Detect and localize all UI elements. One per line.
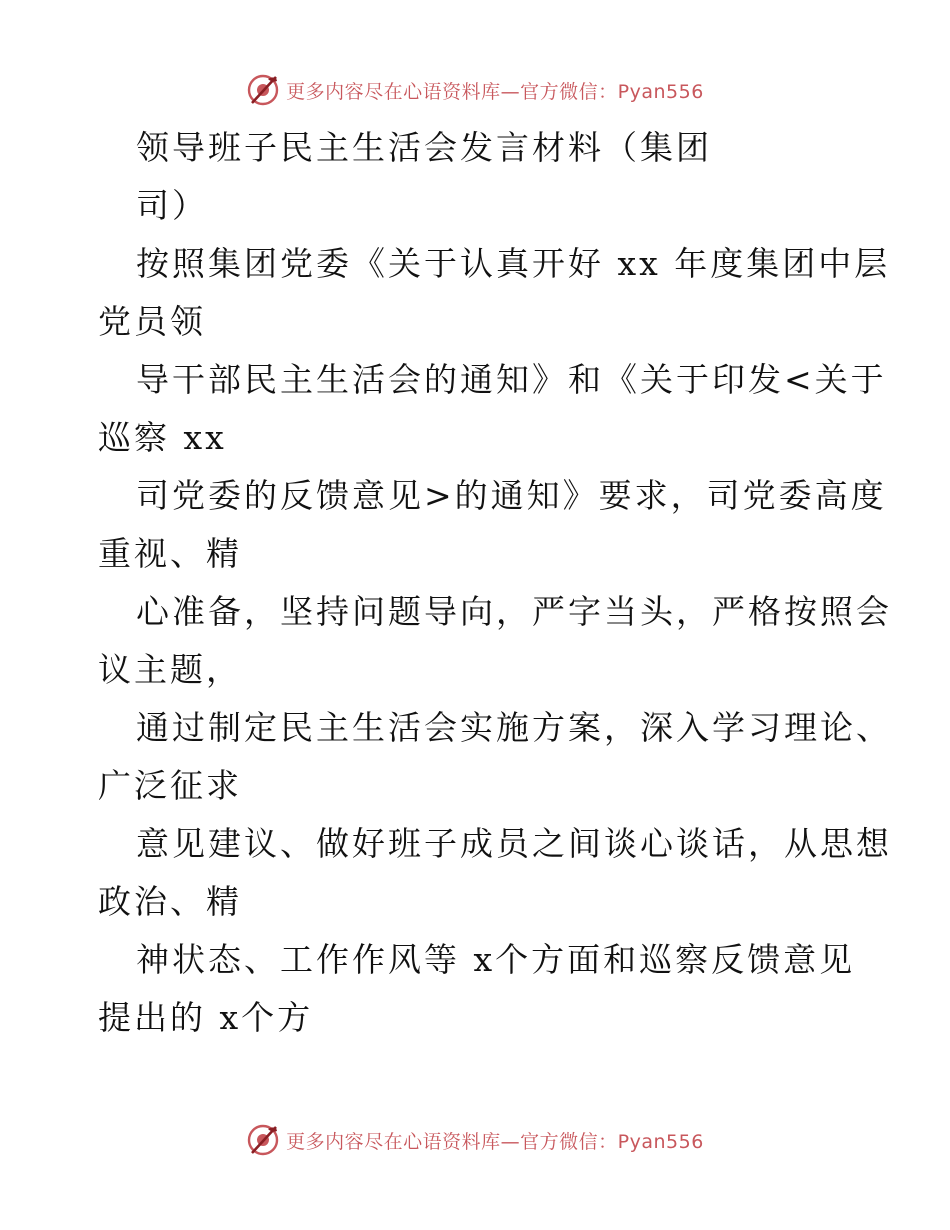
doc-line: 心准备，坚持问题导向，严字当头，严格按照会 — [136, 592, 892, 631]
doc-line: 重视、精 — [98, 534, 242, 573]
doc-line: 神状态、工作作风等 x个方面和巡察反馈意见 — [136, 940, 856, 979]
doc-line: 党员领 — [98, 302, 206, 341]
doc-line: 通过制定民主生活会实施方案，深入学习理论、 — [136, 708, 892, 747]
doc-line: 司） — [136, 186, 208, 225]
doc-line: 导干部民主生活会的通知》和《关于印发<关于 — [136, 360, 887, 399]
quill-logo-icon — [246, 1123, 280, 1157]
doc-line: 按照集团党委《关于认真开好 xx 年度集团中层 — [136, 244, 891, 283]
header-watermark — [0, 70, 950, 110]
doc-line: 巡察 xx — [98, 418, 227, 457]
watermark-text: 更多内容尽在心语资料库—官方微信：Pyan556 — [286, 1130, 704, 1153]
watermark-text: 更多内容尽在心语资料库—官方微信：Pyan556 — [286, 80, 704, 103]
quill-logo-icon — [246, 73, 280, 107]
doc-line: 议主题， — [98, 650, 242, 689]
doc-line: 提出的 x个方 — [98, 998, 314, 1037]
footer-watermark — [0, 1120, 950, 1160]
doc-line: 广泛征求 — [98, 766, 242, 805]
doc-line: 意见建议、做好班子成员之间谈心谈话，从思想 — [136, 824, 892, 863]
doc-line: 领导班子民主生活会发言材料（集团 — [136, 128, 712, 167]
doc-line: 司党委的反馈意见>的通知》要求，司党委高度 — [136, 476, 887, 515]
doc-line: 政治、精 — [98, 882, 242, 921]
